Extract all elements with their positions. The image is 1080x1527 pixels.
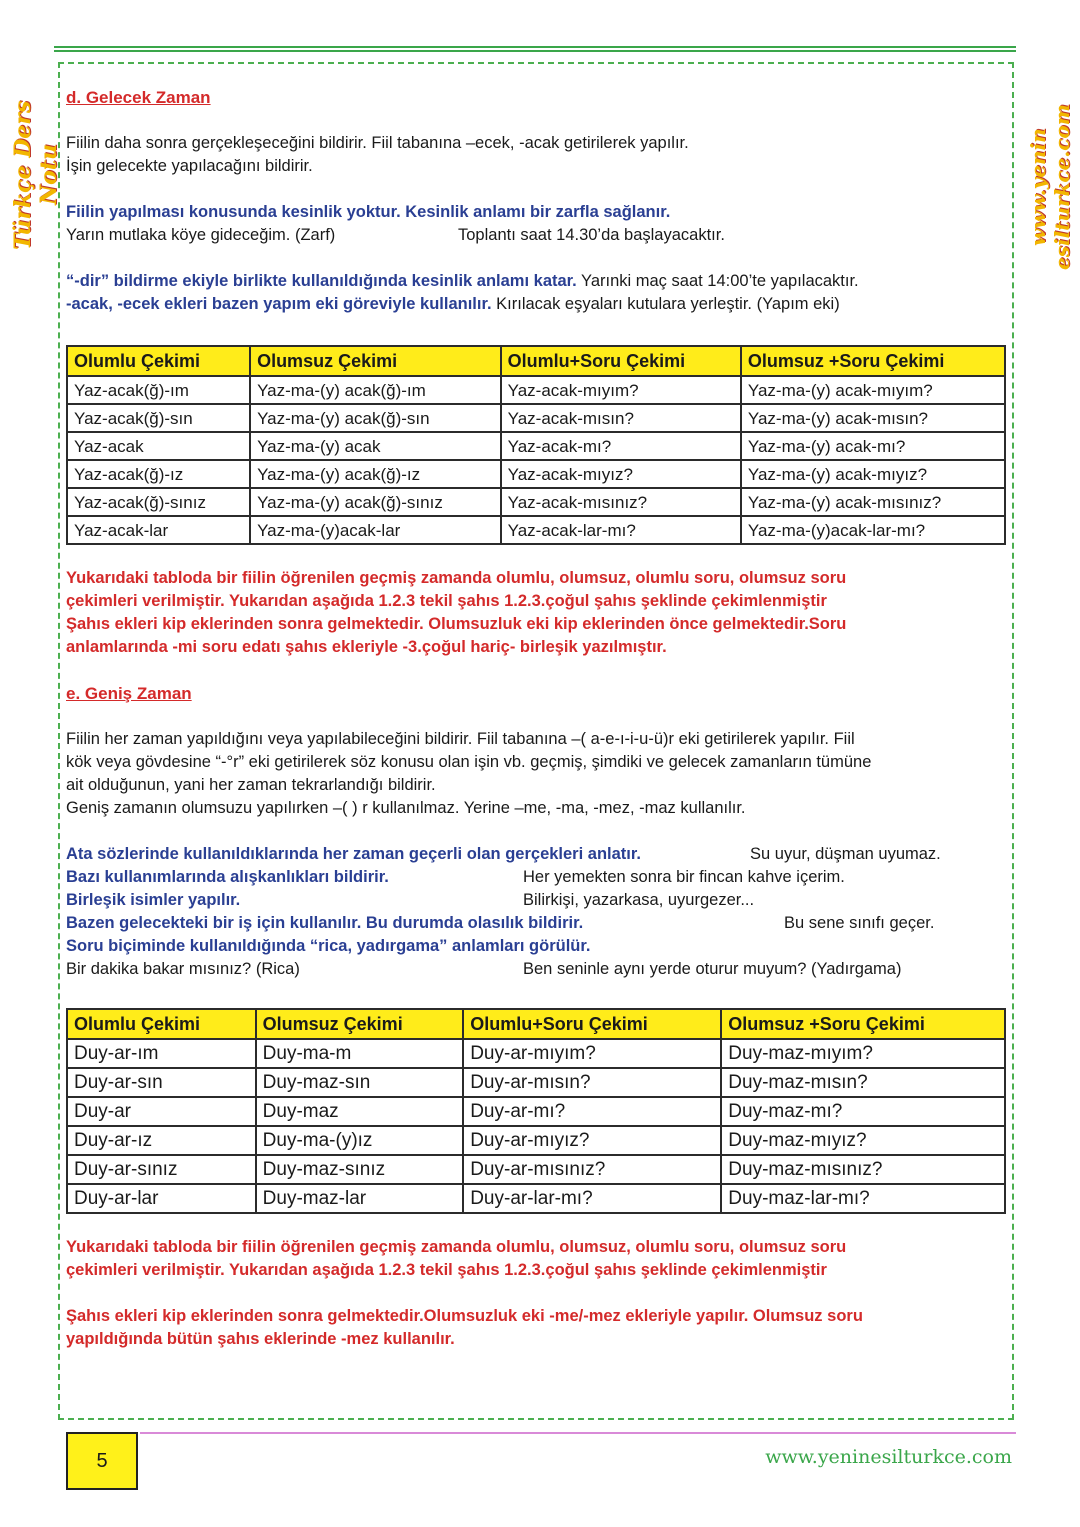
- example-text: Toplantı saat 14.30’da başlayacaktır.: [458, 226, 725, 244]
- table-cell: Yaz-acak-lar-mı?: [501, 516, 741, 544]
- example-row: [66, 958, 1006, 981]
- table-cell: Yaz-acak(ğ)-ım: [67, 376, 250, 404]
- table-cell: Duy-ar-mıyız?: [463, 1126, 721, 1155]
- table-cell: Yaz-ma-(y) acak-mısın?: [741, 404, 1005, 432]
- note-text: Yukarıdaki tabloda bir fiilin öğrenilen geçmiş zamanda olumlu, olumsuz, olumlu soru, olumsuz soru: [66, 1238, 847, 1256]
- side-url-right: www.yenin esilturkce.com: [1026, 104, 1074, 270]
- rule-statement: Bazen gelecekteki bir iş için kullanılır. Bu durumda olasılık bildirir.: [66, 914, 584, 932]
- table-row: [67, 1126, 1005, 1155]
- table-cell: Duy-ma-m: [256, 1039, 464, 1068]
- table-cell: Duy-maz-sın: [256, 1068, 464, 1097]
- page-content: [66, 86, 1006, 1351]
- paragraph: İşin gelecekte yapılacağını bildirir.: [66, 157, 313, 175]
- table-cell: Yaz-acak(ğ)-sınız: [67, 488, 250, 516]
- table-row: [67, 1155, 1005, 1184]
- table-cell: Duy-ar-ız: [67, 1126, 256, 1155]
- table-cell: Duy-ar-mısın?: [463, 1068, 721, 1097]
- table-header: Olumlu+Soru Çekimi: [463, 1009, 721, 1039]
- example-text: Kırılacak eşyaları kutulara yerleştir. (Yapım eki): [491, 295, 840, 313]
- table-cell: Yaz-ma-(y) acak(ğ)-ız: [250, 460, 501, 488]
- usage-row: [66, 843, 1006, 866]
- table-cell: Duy-maz-mıyım?: [721, 1039, 1005, 1068]
- table-cell: Duy-maz-mısınız?: [721, 1155, 1005, 1184]
- example-text: Bu sene sınıfı geçer.: [784, 914, 935, 932]
- example-text: Her yemekten sonra bir fincan kahve içerim.: [523, 868, 845, 886]
- rule-statement: Ata sözlerinde kullanıldıklarında her zaman geçerli olan gerçekleri anlatır.: [66, 845, 641, 863]
- rule-statement: Birleşik isimler yapılır.: [66, 891, 241, 909]
- footer-url[interactable]: www.yeninesilturkce.com: [765, 1446, 1012, 1468]
- table-cell: Duy-ar-lar-mı?: [463, 1184, 721, 1213]
- conjugation-table-gelecek: [66, 345, 1006, 545]
- table-cell: Yaz-acak(ğ)-sın: [67, 404, 250, 432]
- table-cell: Yaz-acak-mıyız?: [501, 460, 741, 488]
- table-cell: Duy-ar-lar: [67, 1184, 256, 1213]
- top-rule: [54, 46, 1016, 48]
- table-cell: Yaz-ma-(y) acak-mı?: [741, 432, 1005, 460]
- example-text: Ben seninle aynı yerde oturur muyum? (Yadırgama): [523, 960, 902, 978]
- table-header-row: [67, 346, 1005, 376]
- rule-statement: Soru biçiminde kullanıldığında “rica, yadırgama” anlamları görülür.: [66, 937, 591, 955]
- note-text: anlamlarında -mi soru edatı şahıs ekleriyle -3.çoğul hariç- birleşik yazılmıştır.: [66, 638, 667, 656]
- table-cell: Yaz-acak-mıyım?: [501, 376, 741, 404]
- page-number: 5: [66, 1432, 138, 1490]
- rule-statement: Bazı kullanımlarında alışkanlıkları bildirir.: [66, 868, 389, 886]
- table-cell: Duy-maz-mıyız?: [721, 1126, 1005, 1155]
- table-header: Olumlu+Soru Çekimi: [501, 346, 741, 376]
- table-cell: Yaz-ma-(y) acak(ğ)-ım: [250, 376, 501, 404]
- rule-line: [66, 293, 1006, 316]
- table-cell: Yaz-acak-mısın?: [501, 404, 741, 432]
- conjugation-table-genis: [66, 1008, 1006, 1214]
- table-header: Olumsuz Çekimi: [250, 346, 501, 376]
- table-cell: Duy-maz-sınız: [256, 1155, 464, 1184]
- table-cell: Duy-ar-mı?: [463, 1097, 721, 1126]
- rule-line: [66, 270, 1006, 293]
- table-row: [67, 1184, 1005, 1213]
- example-text: Yarınki maç saat 14:00’te yapılacaktır.: [576, 272, 859, 290]
- table-row: [67, 432, 1005, 460]
- table-cell: Yaz-ma-(y) acak-mıyım?: [741, 376, 1005, 404]
- example-text: Bilirkişi, yazarkasa, uyurgezer...: [523, 891, 755, 909]
- table-cell: Duy-maz-lar-mı?: [721, 1184, 1005, 1213]
- table-cell: Yaz-acak-lar: [67, 516, 250, 544]
- note-text: Şahıs ekleri kip eklerinden sonra gelmektedir. Olumsuzluk eki kip eklerinden önce gelmektedir.Soru: [66, 615, 847, 633]
- table-row: [67, 1039, 1005, 1068]
- note-text: Şahıs ekleri kip eklerinden sonra gelmektedir.Olumsuzluk eki -me/-mez ekleriyle yapılır. Olumsuz soru: [66, 1307, 863, 1325]
- table-cell: Duy-ma-(y)ız: [256, 1126, 464, 1155]
- table-cell: Yaz-acak-mısınız?: [501, 488, 741, 516]
- table-row: [67, 460, 1005, 488]
- table-row: [67, 404, 1005, 432]
- table-header: Olumsuz Çekimi: [256, 1009, 464, 1039]
- side-title-left: Türkçe Ders Notu: [10, 100, 62, 250]
- top-rule: [54, 50, 1016, 52]
- table-cell: Yaz-acak-mı?: [501, 432, 741, 460]
- table-header-row: [67, 1009, 1005, 1039]
- table-row: [67, 376, 1005, 404]
- example-row: [66, 224, 1006, 247]
- footer-rule: [140, 1432, 1016, 1434]
- table-row: [67, 1068, 1005, 1097]
- note-text: çekimleri verilmiştir. Yukarıdan aşağıda 1.2.3 tekil şahıs 1.2.3.çoğul şahıs şeklinde çekimlenmiştir: [66, 592, 827, 610]
- table-cell: Duy-maz-mı?: [721, 1097, 1005, 1126]
- rule-statement: -acak, -ecek ekleri bazen yapım eki göreviyle kullanılır.: [66, 295, 492, 313]
- paragraph: Geniş zamanın olumsuzu yapılırken –( ) r kullanılmaz. Yerine –me, -ma, -mez, -maz kullanılır.: [66, 799, 746, 817]
- table-cell: Duy-maz: [256, 1097, 464, 1126]
- paragraph: Fiilin her zaman yapıldığını veya yapılabileceğini bildirir. Fiil tabanına –( a-e-ı-i-u-ü)r eki getirilerek yapılır. Fiil: [66, 730, 855, 748]
- table-header: Olumsuz +Soru Çekimi: [721, 1009, 1005, 1039]
- table-cell: Duy-ar-mısınız?: [463, 1155, 721, 1184]
- table-cell: Yaz-ma-(y)acak-lar-mı?: [741, 516, 1005, 544]
- usage-row: [66, 889, 1006, 912]
- table-cell: Duy-maz-mısın?: [721, 1068, 1005, 1097]
- table-cell: Yaz-ma-(y) acak: [250, 432, 501, 460]
- table-cell: Yaz-acak: [67, 432, 250, 460]
- table-cell: Duy-ar-sınız: [67, 1155, 256, 1184]
- table-cell: Yaz-ma-(y) acak(ğ)-sınız: [250, 488, 501, 516]
- table-header: Olumsuz +Soru Çekimi: [741, 346, 1005, 376]
- paragraph: kök veya gövdesine “-°r” eki getirilerek söz konusu olan işin vb. geçmiş, şimdiki ve gelecek zamanların tümüne: [66, 753, 872, 771]
- table-cell: Yaz-ma-(y) acak(ğ)-sın: [250, 404, 501, 432]
- table-row: [67, 1097, 1005, 1126]
- table-cell: Duy-ar-mıyım?: [463, 1039, 721, 1068]
- table-cell: Yaz-ma-(y) acak-mıyız?: [741, 460, 1005, 488]
- table-cell: Yaz-ma-(y) acak-mısınız?: [741, 488, 1005, 516]
- table-cell: Duy-maz-lar: [256, 1184, 464, 1213]
- example-text: Yarın mutlaka köye gideceğim. (Zarf): [66, 226, 336, 244]
- usage-row: [66, 912, 1006, 935]
- table-cell: Yaz-acak(ğ)-ız: [67, 460, 250, 488]
- table-cell: Duy-ar: [67, 1097, 256, 1126]
- table-cell: Yaz-ma-(y)acak-lar: [250, 516, 501, 544]
- note-text: yapıldığında bütün şahıs eklerinde -mez kullanılır.: [66, 1330, 455, 1348]
- example-text: Bir dakika bakar mısınız? (Rica): [66, 960, 300, 978]
- rule-statement: “-dir” bildirme ekiyle birlikte kullanıldığında kesinlik anlamı katar.: [66, 272, 577, 290]
- table-row: [67, 516, 1005, 544]
- rule-statement: Fiilin yapılması konusunda kesinlik yoktur. Kesinlik anlamı bir zarfla sağlanır.: [66, 203, 671, 221]
- table-row: [67, 488, 1005, 516]
- note-text: çekimleri verilmiştir. Yukarıdan aşağıda 1.2.3 tekil şahıs 1.2.3.çoğul şahıs şeklinde çekimlenmiştir: [66, 1261, 827, 1279]
- usage-row: [66, 866, 1006, 889]
- table-cell: Duy-ar-ım: [67, 1039, 256, 1068]
- paragraph: Fiilin daha sonra gerçekleşeceğini bildirir. Fiil tabanına –ecek, -acak getirilerek yapılır.: [66, 134, 689, 152]
- note-text: Yukarıdaki tabloda bir fiilin öğrenilen geçmiş zamanda olumlu, olumsuz, olumlu soru, olumsuz soru: [66, 569, 847, 587]
- table-header: Olumlu Çekimi: [67, 346, 250, 376]
- table-header: Olumlu Çekimi: [67, 1009, 256, 1039]
- section-title-gelecek: d. Gelecek Zaman: [66, 88, 211, 107]
- section-title-genis: e. Geniş Zaman: [66, 684, 192, 703]
- example-text: Su uyur, düşman uyumaz.: [750, 845, 941, 863]
- paragraph: ait olduğunun, yani her zaman tekrarlandığı bildirir.: [66, 776, 436, 794]
- table-cell: Duy-ar-sın: [67, 1068, 256, 1097]
